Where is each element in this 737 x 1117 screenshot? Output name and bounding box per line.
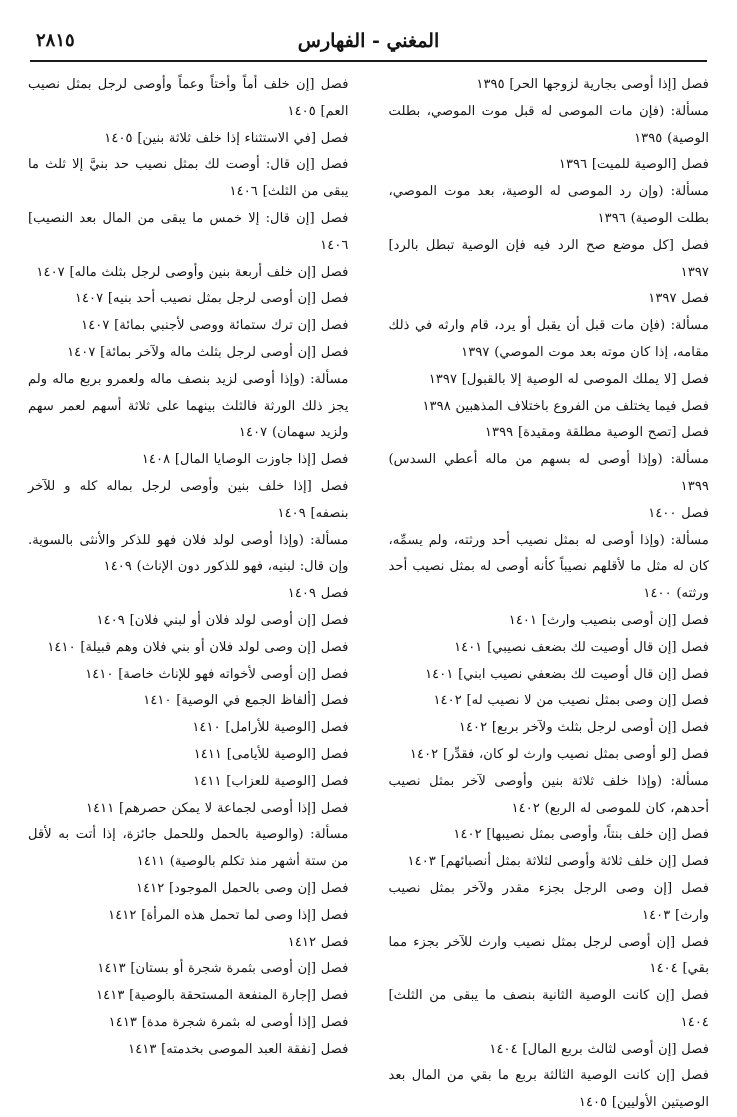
index-entry: فصل [إن قال أوصيت لك بضعفي نصيب ابني] ١٤٠١ [425,666,709,682]
index-entry: فصل [إذا خلف بنين وأوصى لرجل بماله كله و للآخر بنصفه] ١٤٠٩ [28,478,349,521]
index-entry: فصل [إن قال: إلا خمس ما يبقى من المال بعد النصيب] ١٤٠٦ [28,210,349,253]
index-columns [28,72,709,1117]
page-header [30,28,707,62]
index-entry: فصل [إذا أوصى بجارية لزوجها الحر] ١٣٩٥ [476,77,709,92]
index-column-left [28,72,365,1117]
index-entry: فصل فيما يختلف من الفروع باختلاف المذهبين ١٣٩٨ [422,398,709,414]
index-entry: فصل ١٤٠٩ [287,586,349,602]
index-entry: مسألة: (وإن رد الموصى له الوصية، بعد موت الموصي، بطلت الوصية) ١٣٩٦ [388,184,709,226]
index-entry: فصل [إن قال: أوصت لك بمثل نصيب حد بنيَّ إلا ثلث ما يبقى من الثلث] ١٤٠٦ [28,157,349,200]
index-entry: فصل [الوصية للميت] ١٣٩٦ [558,157,709,173]
page-title: المغني - الفهارس [297,30,440,52]
index-entry: مسألة: (والوصية بالحمل وللحمل جائزة، إذا أتت به لأقل من ستة أشهر منذ تكلم بالوصية) ١٤١١ [28,827,349,870]
index-entry: فصل [في الاستثناء إذا خلف ثلاثة بنين] ١٤٠٥ [104,130,349,146]
index-entry: فصل ١٤١٢ [287,934,349,950]
index-entry: مسألة: (فإن مات الموصى له قبل موت الموصي، بطلت الوصية) ١٣٩٥ [388,103,709,146]
index-entry: فصل [إن خلف أربعة بنين وأوصى لرجل بثلث ماله] ١٤٠٧ [36,264,349,280]
index-entry: فصل [إن أوصى لرجل بمثل نصيب وارث للآخر بجزء مما بقي] ١٤٠٤ [388,934,709,977]
index-entry: مسألة: (وإذا أوصى لزيد بنصف ماله ولعمرو بربع ماله ولم يجز ذلك الورثة فالثلث بينهما على ثلاثة أسهم لعمر سهم ولزيد سهمان) ١٤٠٧ [28,371,349,441]
index-entry: فصل [إذا وصى لما تحمل هذه المرأة] ١٤١٢ [108,907,349,923]
index-entry: فصل [ألفاظ الجمع في الوصية] ١٤١٠ [143,693,349,709]
index-entry: فصل [إن ترك ستمائة ووصى لأجنبي بمائة] ١٤٠٧ [81,318,349,334]
index-entry: فصل [إجارة المنفعة المستحقة بالوصية] ١٤١٣ [96,988,349,1004]
index-entry: مسألة: (وإذا أوصى له بمثل نصيب أحد ورثته، ولم يسمِّه، كان له مثل ما لأقلهم نصيباً كأنه أوصى له بمثل نصيب أحد ورثته) ١٤٠٠ [388,532,709,602]
index-entry: فصل ١٤٠٠ [648,505,709,521]
index-entry: فصل [لو أوصى بمثل نصيب وارث لو كان، فقدِّر] ١٤٠٢ [409,746,709,762]
index-entry: فصل [إن وصى بمثل نصيب من لا نصيب له] ١٤٠٢ [433,693,709,709]
index-entry: فصل [إذا أوصى له بثمرة شجرة مدة] ١٤١٣ [108,1014,349,1030]
index-entry: فصل [الوصية للعزاب] ١٤١١ [193,773,349,789]
index-entry: فصل [إن أوصى بنصيب وارث] ١٤٠١ [508,612,709,628]
index-entry: فصل [إن وصى الرجل بجزء مقدر ولآخر بمثل نصيب وارث] ١٤٠٣ [388,880,709,923]
index-entry: فصل [إن أوصى بثمرة شجرة أو بستان] ١٤١٣ [97,961,349,977]
index-entry: فصل [تصح الوصية مطلقة ومقيدة] ١٣٩٩ [484,425,709,441]
index-entry: فصل [لا يملك الموصى له الوصية إلا بالقبول] ١٣٩٧ [428,371,709,387]
index-entry: فصل [إذا جاوزت الوصايا المال] ١٤٠٨ [141,452,349,468]
index-entry: فصل [إن وصى لولد فلان أو بني فلان وهم قبيلة] ١٤١٠ [47,639,349,655]
index-entry: فصل [إن أوصى لرجل بثلث ماله ولآخر بمائة] ١٤٠٧ [67,344,349,360]
index-entry: فصل [إن أوصى لرجل بثلث ولآخر بربع] ١٤٠٢ [458,720,709,736]
index-entry: فصل [إن أوصى لرجل بمثل نصيب أحد بنيه] ١٤٠٧ [74,291,349,307]
index-entry: مسألة: (وإذا خلف ثلاثة بنين وأوصى لآخر بمثل نصيب أحدهم، كان للموصى له الربع) ١٤٠٢ [388,773,709,816]
index-entry: فصل [نفقة العبد الموصى بخدمته] ١٤١٣ [128,1041,349,1057]
index-entry: فصل [إن خلف أماً وأختاً وعماً وأوصى لرجل بمثل نصيب العم] ١٤٠٥ [28,77,349,119]
index-entry: مسألة: (وإذا أوصى لولد فلان فهو للذكر والأنثى بالسوية. وإن قال: لبنيه، فهو للذكور دون الإناث) ١٤٠٩ [28,532,349,575]
index-entry: فصل [إن أوصى لولد فلان أو لبني فلان] ١٤٠٩ [96,612,349,628]
index-entry: فصل [إن خلف بنتاً، وأوصى بمثل نصيبها] ١٤٠٢ [453,827,709,843]
index-entry: فصل [إن وصى بالحمل الموجود] ١٤١٢ [135,880,349,896]
index-entry: مسألة: (فإن مات قبل أن يقبل أو يرد، قام وارثه في ذلك مقامه، إذا كان موته بعد موت الموصي) ١٣٩٧ [388,318,709,360]
index-entry: فصل [إذا أوصى لجماعة لا يمكن حصرهم] ١٤١١ [86,800,349,816]
index-entry: فصل [إن قال أوصيت لك بضعف نصيبي] ١٤٠١ [454,639,709,655]
index-entry: فصل [إن خلف ثلاثة وأوصى لثلاثة بمثل أنصبائهم] ١٤٠٣ [407,854,709,870]
index-column-right [365,72,710,1117]
index-entry: فصل [إن كانت الوصية الثانية بنصف ما يبقى من الثلث] ١٤٠٤ [388,988,709,1030]
index-entry: فصل [الوصية للأرامل] ١٤١٠ [192,720,349,736]
index-entry: فصل [إن أوصى لأخواته فهو للإناث خاصة] ١٤١٠ [85,666,349,682]
index-entry: فصل ١٣٩٧ [648,291,709,307]
index-entry: فصل [إن أوصى لثالث بربع المال] ١٤٠٤ [489,1041,709,1057]
index-entry: فصل [كل موضع صح الرد فيه فإن الوصية تبطل بالرد] ١٣٩٧ [388,237,709,280]
index-entry: مسألة: (وإذا أوصى له بسهم من ماله أعطي السدس) ١٣٩٩ [388,452,709,494]
index-entry: فصل [الوصية للأيامى] ١٤١١ [193,746,349,762]
page-number: ٢٨١٥ [36,30,75,51]
index-entry: فصل [إن كانت الوصية الثالثة بربع ما بقي من المال بعد الوصيتين الأوليين] ١٤٠٥ [388,1068,709,1111]
